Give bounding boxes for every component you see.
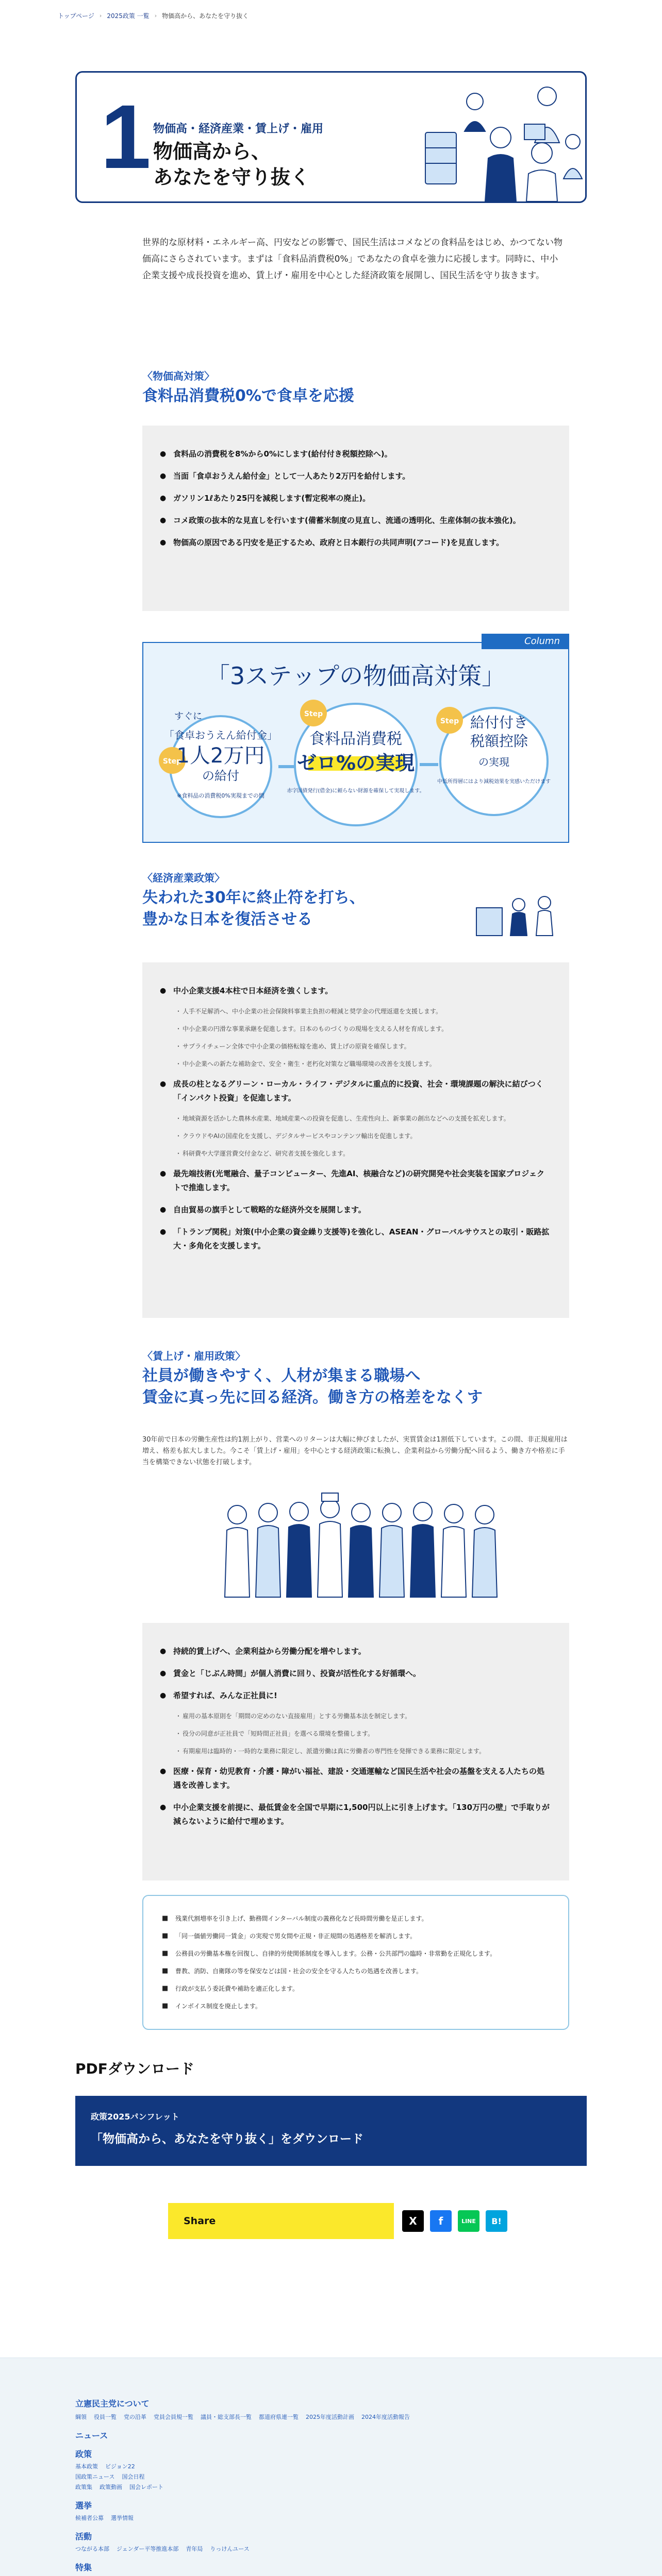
list-item-detail: ・ 雇用の基本原則を「期間の定めのない直接雇用」とする労働基本法を制定します。 <box>160 1711 552 1721</box>
list-item: ● 賃金と「じぶん時間」が個人消費に回り、投資が活性化する好循環へ。 <box>160 1667 552 1681</box>
additional-policies-box <box>142 1895 569 2030</box>
facebook-share-button[interactable]: f <box>430 2210 452 2232</box>
footer-link[interactable]: 2024年度活動報告 <box>361 2414 410 2420</box>
footer-policy-links <box>75 2472 144 2481</box>
section1-label: 〈物価高対策〉 <box>142 370 214 382</box>
breadcrumb <box>58 11 249 20</box>
step1-note: ※食料品の消費税0%実現までの間 <box>177 792 264 799</box>
section2-title-line2: 豊かな日本を復活させる <box>142 910 312 928</box>
step1-badge-label: Step <box>162 757 182 766</box>
list-item: ■ 残業代割増率を引き上げ、勤務間インターバル制度の義務化など長時間労働を是正します。 <box>162 1913 550 1924</box>
pdf-download-button[interactable] <box>75 2096 587 2166</box>
list-item-detail: ・ 役分の同意が正社員で「短時間正社員」を選べる環境を整備します。 <box>160 1728 552 1739</box>
footer <box>0 2358 662 2576</box>
footer-link[interactable]: 党員会員規一覧 <box>154 2414 193 2420</box>
share-bar: Share <box>168 2203 394 2239</box>
footer-link[interactable]: ジェンダー平等推進本部 <box>117 2546 179 2552</box>
section3-lead: 30年前で日本の労働生産性は約1割上がり、営業へのリターンは大幅に伸びましたが、実質賃金は1割低下しています。この間、非正規雇用は増え、格差も拡大しました。今こそ「賃上げ・雇用」を中心とする経済政策に転換し、企業利益から労働分配へ回るよう、働き方や格差に手当を構築できない状態を打破します。 <box>142 1436 568 1466</box>
list-item: ● 持続的賃上げへ、企業利益から労働分配を増やします。 <box>160 1645 552 1658</box>
section3-title-line1: 社員が働きやすく、人材が集まる職場へ <box>142 1367 421 1385</box>
hero-subtitle: 物価高・経済産業・賃上げ・雇用 <box>153 123 324 135</box>
step1-unit: の給付 <box>202 769 239 783</box>
footer-policy[interactable]: 政策 <box>75 2449 92 2459</box>
list-item-detail: ・ サプライチェーン全体で中小企業の価格転嫁を進め、賃上げの原資を確保します。 <box>160 1041 552 1052</box>
section3-list-box <box>142 1623 569 1880</box>
section2-title <box>142 887 365 930</box>
hatena-share-button[interactable]: B! <box>486 2210 507 2232</box>
footer-link[interactable]: 綱領 <box>75 2414 87 2420</box>
list-item: ● コメ政策の抜本的な見直しを行います(備蓄米制度の見直し、流通の透明化、生産体制の抜本強化)。 <box>160 514 552 528</box>
chevron-right-icon: › <box>154 12 157 19</box>
list-item: ● 成長の柱となるグリーン・ローカル・ライフ・デジタルに重点的に投資、社会・環境課題の解決に結びつく「インパクト投資」を促進します。 <box>160 1077 552 1105</box>
list-item-detail: ・ 科研費や大学運営費交付金など、研究者支援を強化します。 <box>160 1148 552 1159</box>
footer-election-links <box>75 2514 134 2522</box>
list-item-detail: ・ 有期雇用は臨時的・一時的な業務に限定し、派遣労働は真に労働者の専門性を発揮できる業務に限定します。 <box>160 1746 552 1756</box>
list-item-detail: ・ 中小企業の円滑な事業承継を促進します。日本のものづくりの現場を支える人材を育成します。 <box>160 1024 552 1034</box>
step2-title: 食料品消費税 <box>309 730 402 748</box>
pdf-link-text: 「物価高から、あなたを守り抜く」をダウンロード <box>91 2132 363 2146</box>
footer-link[interactable]: 候補者公募 <box>75 2515 104 2521</box>
x-share-button[interactable]: X <box>402 2210 424 2232</box>
step3-badge-label: Step <box>440 717 459 725</box>
section2-label: 〈経済産業政策〉 <box>142 872 225 884</box>
step2-note: 赤字国債発行(借金)に頼らない財源を確保して実現します。 <box>287 788 425 794</box>
section1-title: 食料品消費税0%で食卓を応援 <box>142 387 354 405</box>
hero-title-line1: 物価高から、 <box>153 140 271 163</box>
footer-link[interactable]: 選挙情報 <box>111 2515 134 2521</box>
footer-about[interactable]: 立憲民主党について <box>75 2399 150 2409</box>
footer-link[interactable]: 国会日程 <box>122 2473 145 2480</box>
list-item: ● 医療・保育・幼児教育・介護・障がい福祉、建設・交通運輸など国民生活や社会の基盤を支える人たちの処遇を改善します。 <box>160 1765 552 1792</box>
section3-label: 〈賃上げ・雇用政策〉 <box>142 1350 245 1362</box>
list-item-detail: ・ クラウドやAIの国産化を支援し、デジタルサービスやコンテンツ輸出を促進します。 <box>160 1131 552 1141</box>
footer-feature[interactable]: 特集 <box>75 2563 92 2572</box>
footer-activity-links <box>75 2545 250 2553</box>
footer-link[interactable]: りっけんユース <box>210 2546 250 2552</box>
section2-list <box>160 984 552 1253</box>
hero-title <box>153 139 310 190</box>
footer-link[interactable]: 政策集 <box>75 2484 92 2490</box>
policy-number: 1 <box>101 87 151 188</box>
footer-link[interactable]: 青年局 <box>186 2546 203 2552</box>
people-illustration <box>418 76 585 201</box>
hero-card <box>75 71 587 203</box>
list-item: ● 食料品の消費税を8%から0%にします(給付付き税額控除へ)。 <box>160 447 552 461</box>
step3-title: 給付付き <box>470 714 528 731</box>
footer-activity[interactable]: 活動 <box>75 2532 92 2541</box>
breadcrumb-policy-link[interactable]: 2025政策 一覧 <box>107 12 150 20</box>
list-item: ■ 「同一価値労働同一賃金」の実現で男女間や正規・非正規間の処遇格差を解消します。 <box>162 1931 550 1941</box>
section1-list <box>160 447 552 550</box>
footer-link[interactable]: 役員一覧 <box>94 2414 117 2420</box>
list-item: ● 希望すれば、みんな正社員に! <box>160 1689 552 1703</box>
list-item: ● 「トランプ関税」対策(中小企業の資金繰り支援等)を強化し、ASEAN・グローバルサウスとの取引・販路拡大・多角化を支援します。 <box>160 1225 552 1253</box>
list-item: ● 物価高の原因である円安を是正するため、政府と日本銀行の共同声明(アコード)を見直します。 <box>160 536 552 550</box>
footer-link[interactable]: 国政策ニュース <box>75 2473 115 2480</box>
footer-policy-links <box>75 2483 163 2491</box>
additional-policies-list <box>162 1913 550 2011</box>
step3-title2: 税額控除 <box>470 733 528 750</box>
list-item: ● 当面「食卓おうえん給付金」として一人あたり2万円を給付します。 <box>160 469 552 483</box>
list-item: ● 中小企業支援4本柱で日本経済を強くします。 <box>160 984 552 998</box>
list-item: ● 中小企業支援を前提に、最低賃金を全国で早期に1,500円以上に引き上げます。「130万円の壁」で手取りが減らないように給付で埋めます。 <box>160 1801 552 1828</box>
list-item: ■ 公務員の労働基本権を回復し、自律的労使関係制度を導入します。公務・公共部門の臨時・非常勤を正規化します。 <box>162 1948 550 1959</box>
pdf-heading: PDFダウンロード <box>75 2060 194 2077</box>
chevron-right-icon: › <box>99 12 102 19</box>
factory-workers-illustration <box>472 887 565 939</box>
step2-big: ゼロ%の実現 <box>296 752 415 774</box>
section3-title-line2: 賃金に真っ先に回る経済。働き方の格差をなくす <box>142 1388 483 1406</box>
line-share-button[interactable]: LINE <box>458 2210 479 2232</box>
footer-link[interactable]: 政策動画 <box>100 2484 122 2490</box>
section2-list-box <box>142 962 569 1318</box>
column-tag: Column <box>482 634 569 649</box>
footer-policy-links <box>75 2462 135 2470</box>
intro-text: 世界的な原材料・エネルギー高、円安などの影響で、国民生活はコメなどの食料品をはじめ、かつてない物価高にさらされています。まずは「食料品消費税0%」であなたの食卓を強力に応援します。同時に、中小企業支援や成長投資を進め、賃上げ・雇用を中心とした経済政策を展開し、国民生活を守り抜きます。 <box>142 238 562 281</box>
list-item: ■ インボイス制度を廃止します。 <box>162 2001 550 2011</box>
three-step-diagram <box>143 643 568 842</box>
footer-link[interactable]: 国会レポート <box>129 2484 163 2490</box>
section3-list <box>160 1645 552 1828</box>
section1-list-box <box>142 426 569 611</box>
step3-note: 中低所得層にはより減税効果を実感いただけます <box>437 779 551 785</box>
list-item-detail: ・ 地域資源を活かした農林水産業、地域産業への投資を促進し、生産性向上、新事業の創出などへの支援を拡充します。 <box>160 1113 552 1124</box>
list-item: ● 最先端技術(光電融合、量子コンピューター、先進AI、核融合など)の研究開発や社会実装を国家プロジェクトで推進します。 <box>160 1167 552 1195</box>
column-title: 「3ステップの物価高対策」 <box>206 662 506 690</box>
breadcrumb-current: 物価高から、あなたを守り抜く <box>162 12 249 20</box>
list-item: ■ 曹教、消防、自衛隊の等を保安などは国・社会の安全を守る人たちの処遇を改善します。 <box>162 1966 550 1976</box>
hero-title-line2: あなたを守り抜く <box>153 166 310 189</box>
footer-election[interactable]: 選挙 <box>75 2501 92 2511</box>
column-3step <box>142 636 569 843</box>
list-item: ● ガソリン1ℓあたり25円を減税します(暫定税率の廃止)。 <box>160 492 552 505</box>
footer-link[interactable]: 都道府県連一覧 <box>259 2414 299 2420</box>
section3-title <box>142 1365 483 1409</box>
step1-amount: 1人2万円 <box>176 744 265 768</box>
footer-link[interactable]: ビジョン22 <box>105 2463 135 2470</box>
breadcrumb-top-link[interactable]: トップページ <box>58 12 94 20</box>
list-item-detail: ・ 人手不足解消へ、中小企業の社会保険料事業主負担の軽減と奨学金の代理返還を支援します。 <box>160 1006 552 1016</box>
list-item: ● 自由貿易の旗手として戦略的な経済外交を展開します。 <box>160 1203 552 1217</box>
step2-badge-label: Step <box>304 710 323 718</box>
footer-link[interactable]: 党の沿革 <box>124 2414 146 2420</box>
footer-link[interactable]: 議員・総支部長一覧 <box>201 2414 252 2420</box>
footer-link[interactable]: 基本政策 <box>75 2463 98 2470</box>
list-item: ■ 行政が支払う委託費や補助を適正化します。 <box>162 1984 550 1994</box>
footer-link[interactable]: つながる本部 <box>75 2546 109 2552</box>
section2-title-line1: 失われた30年に終止符を打ち、 <box>142 889 365 907</box>
step1-name: 「食卓おうえん給付金」 <box>164 729 277 741</box>
footer-about-links <box>75 2413 410 2421</box>
step3-unit: の実現 <box>478 756 509 768</box>
diverse-workers-illustration <box>217 1484 505 1607</box>
step1-head: すぐに <box>174 711 202 722</box>
footer-news[interactable]: ニュース <box>75 2431 108 2441</box>
list-item-detail: ・ 中小企業への新たな補助金で、安全・衛生・老朽化対策など職場環境の改善を支援します。 <box>160 1059 552 1069</box>
footer-link[interactable]: 2025年度活動計画 <box>306 2414 354 2420</box>
pdf-label: 政策2025パンフレット <box>91 2112 179 2122</box>
